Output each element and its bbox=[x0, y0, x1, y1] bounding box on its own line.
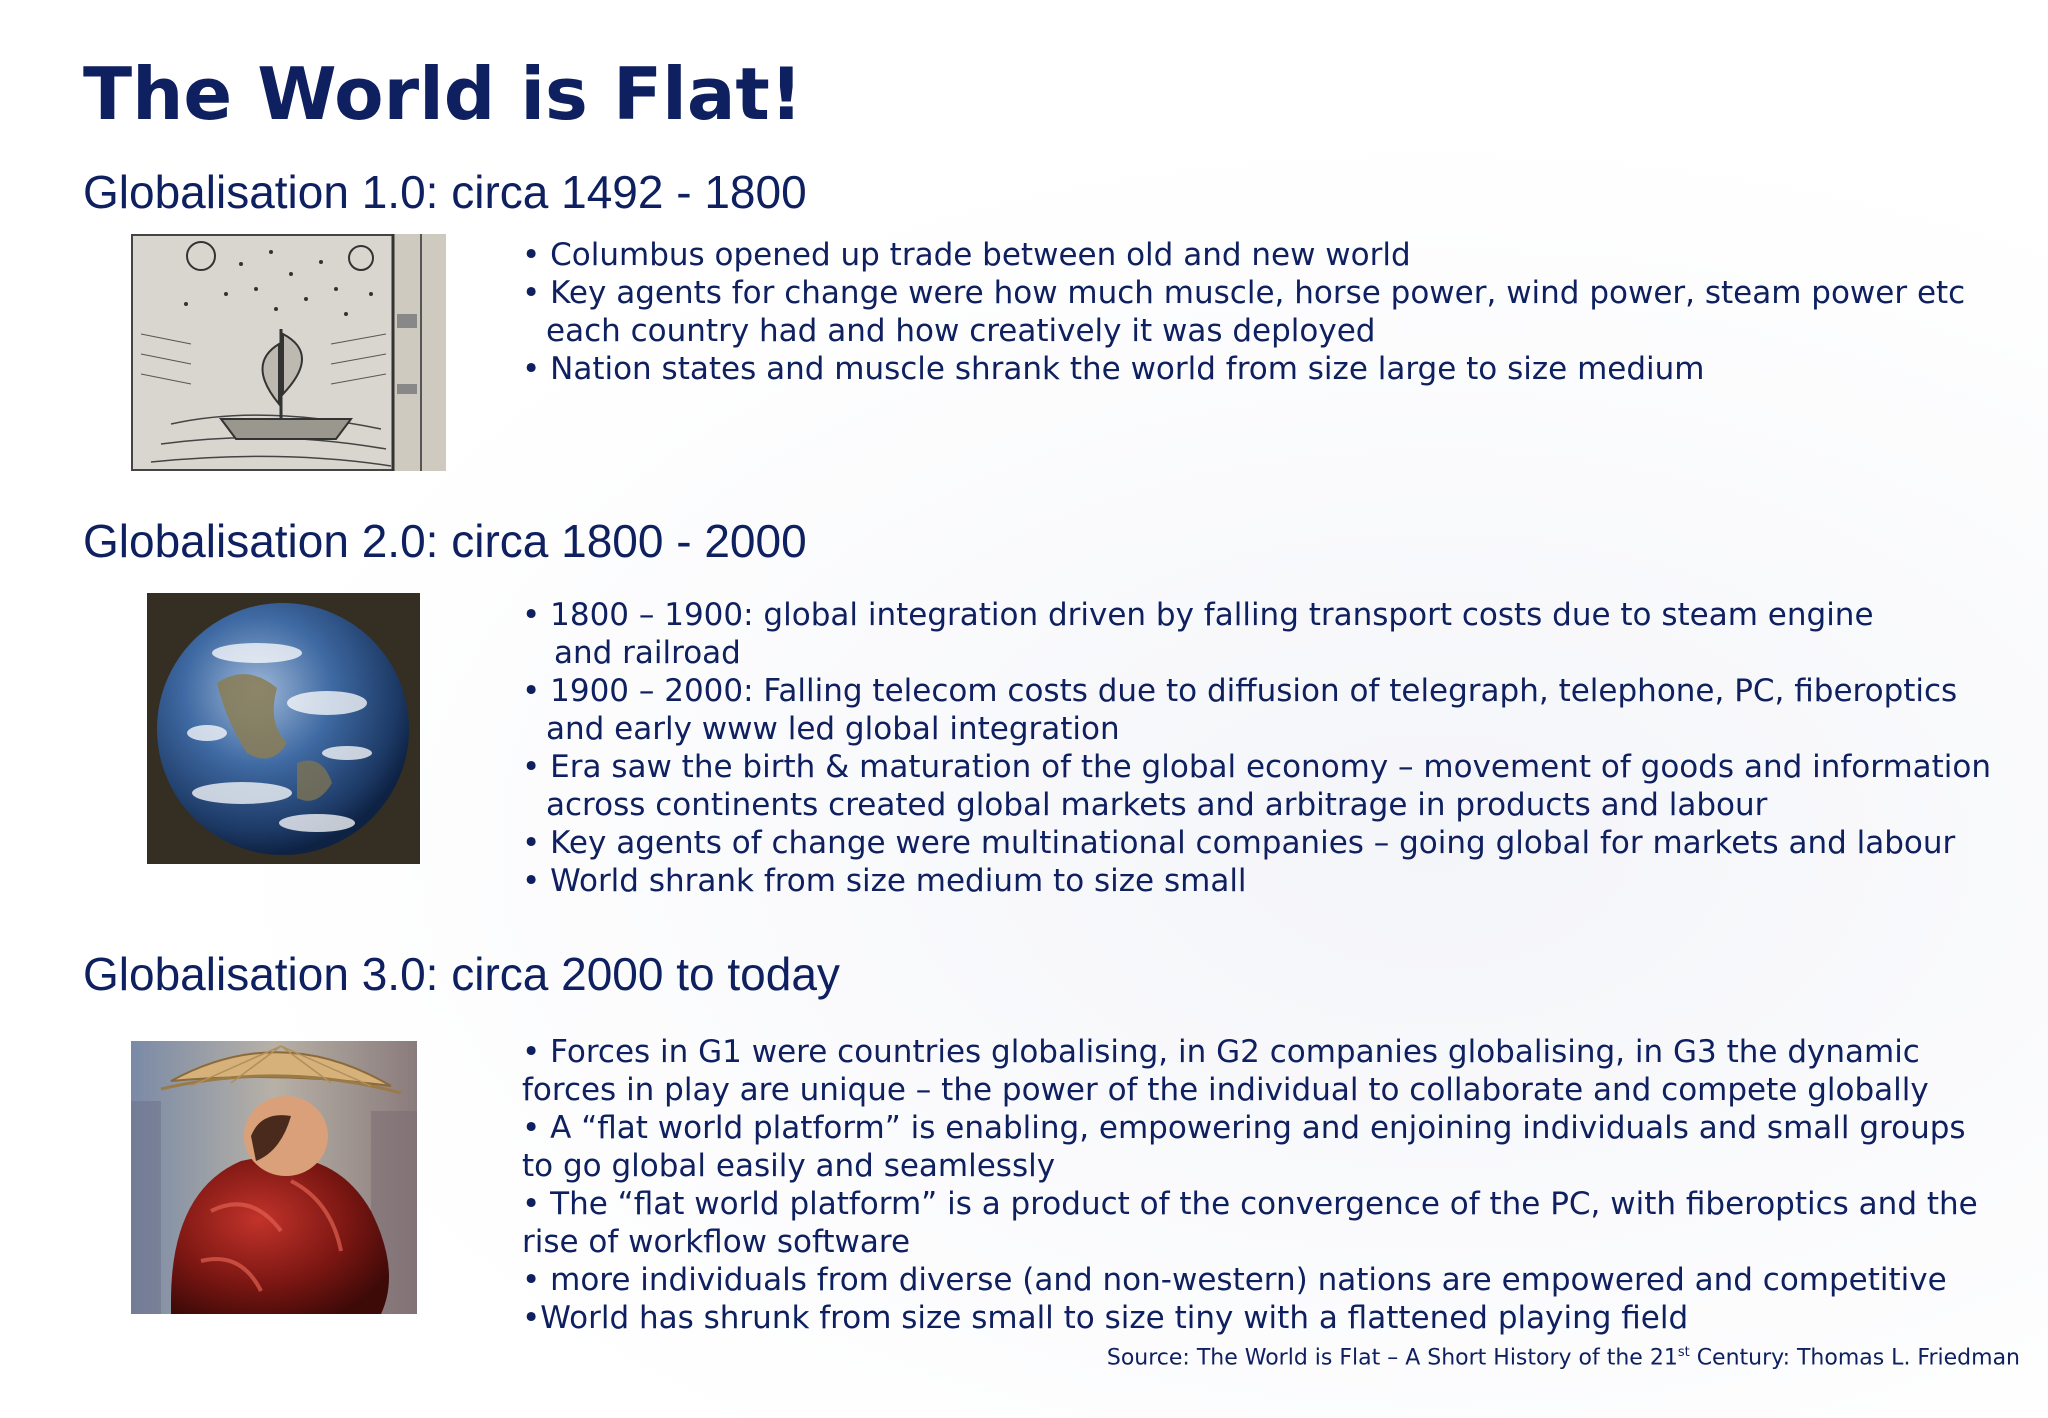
bullet-list-g1 bbox=[522, 236, 2022, 388]
slide-title: The World is Flat! bbox=[83, 52, 803, 136]
list-item: • more individuals from diverse (and non-western) nations are empowered and competitive bbox=[522, 1262, 1947, 1298]
list-item: • The “flat world platform” is a product of the convergence of the PC, with fiberoptics and the rise of workflow software bbox=[522, 1186, 1978, 1260]
list-item: • Key agents of change were multinational companies – going global for markets and labour bbox=[522, 825, 1956, 861]
source-citation: Source: The World is Flat – A Short History of the 21st Century: Thomas L. Friedman bbox=[1106, 1345, 2020, 1371]
list-item: • Columbus opened up trade between old and new world bbox=[522, 237, 1411, 273]
section-heading-g2: Globalisation 2.0: circa 1800 - 2000 bbox=[83, 515, 807, 567]
list-item: • A “flat world platform” is enabling, empowering and enjoining individuals and small groups to go global easily and seamlessly bbox=[522, 1110, 1966, 1184]
list-item: • Key agents for change were how much muscle, horse power, wind power, steam power etc each country had and how creatively it was deployed bbox=[522, 275, 1966, 349]
list-item: • World shrank from size medium to size small bbox=[522, 863, 1247, 899]
bullet-list-g2 bbox=[522, 596, 2022, 900]
person-on-phone-icon bbox=[131, 1041, 417, 1314]
list-item: • Era saw the birth & maturation of the global economy – movement of goods and information across continents created global markets and arbitrage in products and labour bbox=[522, 749, 1992, 823]
list-item: • Forces in G1 were countries globalising, in G2 companies globalising, in G3 the dynamic forces in play are unique – the power of the individual to collaborate and compete globally bbox=[522, 1034, 1929, 1108]
list-item: • 1900 – 2000: Falling telecom costs due to diffusion of telegraph, telephone, PC, fiberoptics and early www led global integration bbox=[522, 673, 1958, 747]
woodcut-ship-icon bbox=[131, 234, 446, 471]
section-heading-g1: Globalisation 1.0: circa 1492 - 1800 bbox=[83, 166, 807, 218]
section-heading-g3: Globalisation 3.0: circa 2000 to today bbox=[83, 948, 840, 1000]
bullet-list-g3 bbox=[522, 1033, 2022, 1337]
list-item: • Nation states and muscle shrank the world from size large to size medium bbox=[522, 351, 1705, 387]
list-item: •World has shrunk from size small to size tiny with a flattened playing field bbox=[522, 1300, 1689, 1336]
earth-globe-icon bbox=[147, 593, 420, 864]
list-item: • 1800 – 1900: global integration driven by falling transport costs due to steam engine and railroad bbox=[522, 597, 1874, 671]
